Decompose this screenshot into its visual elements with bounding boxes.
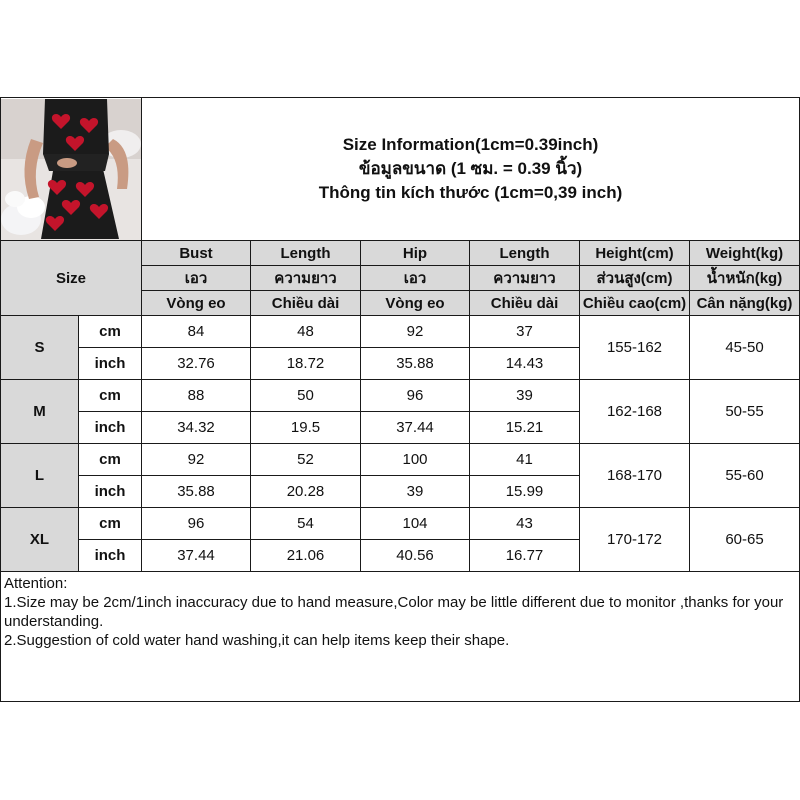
- length-inch: 21.06: [251, 540, 361, 572]
- bust-cm: 92: [142, 444, 251, 476]
- header-hip-en: Hip: [361, 241, 470, 266]
- length2-cm: 43: [470, 508, 580, 540]
- length2-inch: 16.77: [470, 540, 580, 572]
- length-inch: 20.28: [251, 476, 361, 508]
- hip-inch: 35.88: [361, 348, 470, 380]
- model-photo-image: [1, 99, 141, 240]
- header-bust-en: Bust: [142, 241, 251, 266]
- table-row: [1, 316, 800, 348]
- unit-cm: cm: [79, 380, 142, 412]
- title-english: Size Information(1cm=0.39inch): [342, 135, 599, 154]
- weight-range: 55-60: [690, 444, 800, 508]
- bust-inch: 32.76: [142, 348, 251, 380]
- attention-notes: [1, 572, 800, 702]
- table-row: [1, 380, 800, 412]
- hip-inch: 39: [361, 476, 470, 508]
- length-cm: 52: [251, 444, 361, 476]
- header-weight-en: Weight(kg): [690, 241, 800, 266]
- unit-inch: inch: [79, 412, 142, 444]
- size-information-header: [142, 98, 800, 241]
- header-height-en: Height(cm): [580, 241, 690, 266]
- length2-cm: 37: [470, 316, 580, 348]
- hip-cm: 96: [361, 380, 470, 412]
- header-length-vi: Chiều dài: [251, 291, 361, 316]
- length2-inch: 15.21: [470, 412, 580, 444]
- header-length-en: Length: [251, 241, 361, 266]
- product-photo: [1, 98, 142, 241]
- bust-inch: 37.44: [142, 540, 251, 572]
- title-thai: ข้อมูลขนาด (1 ซม. = 0.39 นิ้ว): [358, 159, 583, 178]
- table-row: [1, 444, 800, 476]
- size-column-header: Size: [1, 241, 142, 316]
- hip-inch: 40.56: [361, 540, 470, 572]
- length2-cm: 39: [470, 380, 580, 412]
- header-hip-th: เอว: [361, 266, 470, 291]
- hip-inch: 37.44: [361, 412, 470, 444]
- table-row: [1, 508, 800, 540]
- height-range: 155-162: [580, 316, 690, 380]
- bust-cm: 96: [142, 508, 251, 540]
- length-inch: 19.5: [251, 412, 361, 444]
- length-cm: 50: [251, 380, 361, 412]
- title-vietnamese: Thông tin kích thước (1cm=0,39 inch): [318, 183, 623, 202]
- size-label-l: L: [1, 444, 79, 508]
- length-cm: 48: [251, 316, 361, 348]
- header-weight-vi: Cân nặng(kg): [690, 291, 800, 316]
- header-weight-th: น้ำหนัก(kg): [690, 266, 800, 291]
- unit-inch: inch: [79, 476, 142, 508]
- length2-inch: 14.43: [470, 348, 580, 380]
- bust-inch: 34.32: [142, 412, 251, 444]
- length2-cm: 41: [470, 444, 580, 476]
- bust-cm: 88: [142, 380, 251, 412]
- header-bust-th: เอว: [142, 266, 251, 291]
- height-range: 170-172: [580, 508, 690, 572]
- unit-cm: cm: [79, 316, 142, 348]
- header-height-vi: Chiều cao(cm): [580, 291, 690, 316]
- header-length2-en: Length: [470, 241, 580, 266]
- weight-range: 50-55: [690, 380, 800, 444]
- unit-cm: cm: [79, 444, 142, 476]
- unit-cm: cm: [79, 508, 142, 540]
- header-hip-vi: Vòng eo: [361, 291, 470, 316]
- attention-note-2: 2.Suggestion of cold water hand washing,it can help items keep their shape.: [4, 632, 510, 649]
- length-inch: 18.72: [251, 348, 361, 380]
- length-cm: 54: [251, 508, 361, 540]
- length2-inch: 15.99: [470, 476, 580, 508]
- hip-cm: 104: [361, 508, 470, 540]
- hip-cm: 100: [361, 444, 470, 476]
- height-range: 162-168: [580, 380, 690, 444]
- hip-cm: 92: [361, 316, 470, 348]
- unit-inch: inch: [79, 540, 142, 572]
- size-table: [0, 97, 800, 702]
- size-label-s: S: [1, 316, 79, 380]
- weight-range: 60-65: [690, 508, 800, 572]
- header-bust-vi: Vòng eo: [142, 291, 251, 316]
- bust-cm: 84: [142, 316, 251, 348]
- weight-range: 45-50: [690, 316, 800, 380]
- size-label-xl: XL: [1, 508, 79, 572]
- bust-inch: 35.88: [142, 476, 251, 508]
- size-label-m: M: [1, 380, 79, 444]
- header-length2-vi: Chiều dài: [470, 291, 580, 316]
- header-height-th: ส่วนสูง(cm): [580, 266, 690, 291]
- height-range: 168-170: [580, 444, 690, 508]
- header-length-th: ความยาว: [251, 266, 361, 291]
- size-chart: [0, 97, 800, 703]
- attention-heading: Attention:: [4, 575, 68, 592]
- unit-inch: inch: [79, 348, 142, 380]
- attention-note-1: 1.Size may be 2cm/1inch inaccuracy due to hand measure,Color may be little different due to monitor ,thanks for your understanding.: [4, 594, 784, 630]
- header-length2-th: ความยาว: [470, 266, 580, 291]
